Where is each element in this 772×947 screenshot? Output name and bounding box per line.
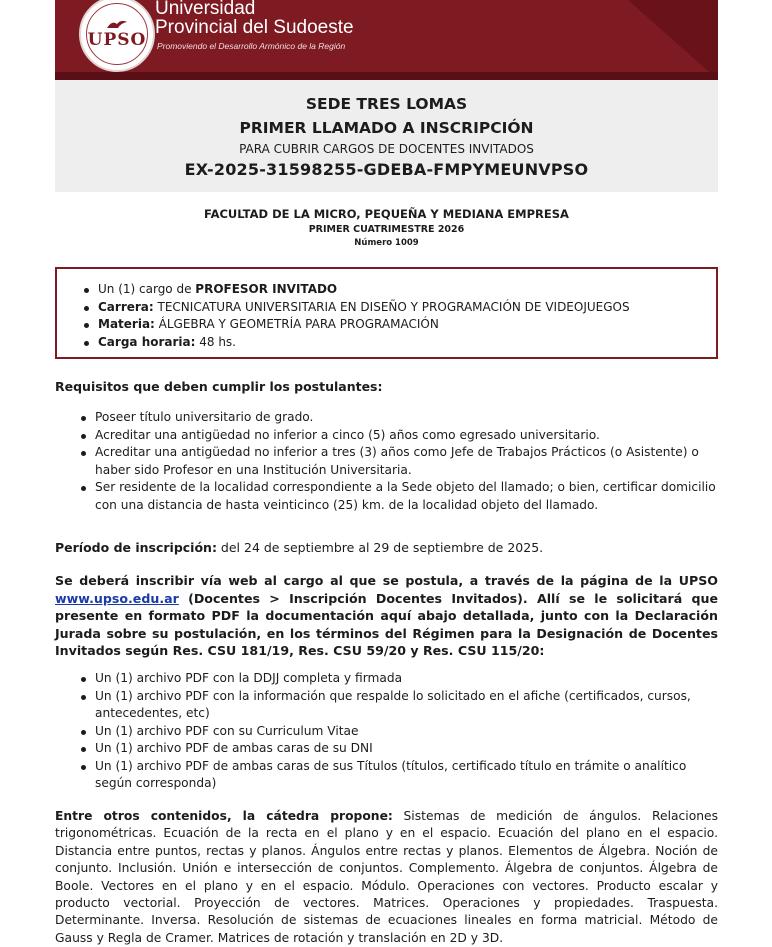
cargo-list	[81, 281, 630, 351]
logo-bird-icon	[106, 18, 128, 30]
list-item: Un (1) archivo PDF con la DDJJ completa y firmada	[78, 670, 720, 688]
periodo-inscripcion	[55, 540, 720, 555]
list-item: Acreditar una antigüedad no inferior a tres (3) años como Jefe de Trabajos Prácticos (o Asistente) o haber sido Profesor en una Institución Universitaria.	[78, 444, 720, 479]
call-number: Número 1009	[354, 238, 419, 248]
cargo-item	[81, 281, 630, 299]
university-name-line1: Universidad	[155, 0, 256, 19]
sede-title: SEDE TRES LOMAS	[305, 95, 468, 113]
logo-mark: UPSO	[87, 30, 147, 50]
requisitos-title: Requisitos que deben cumplir los postulantes:	[55, 379, 383, 394]
materia-value: ÁLGEBRA Y GEOMETRÍA PARA PROGRAMACIÓN	[154, 317, 439, 331]
list-item: Poseer título universitario de grado.	[78, 409, 720, 427]
contenidos-text: Sistemas de medición de ángulos. Relaciones trigonométricas. Ecuación de la recta en el plano y en el espacio. Ecuación del plano en el espacio. Distancia entre puntos, rectas y planos. Ángulos entre rectas y planos. Elementos de Álgebra. Noción de conjunto. Inclusión. Unión e intersección de conjuntos. Complemento. Álgebra de conjuntos. Álgebra de Boole. Vectores en el plano y en el espacio. Módulo. Operaciones con vectores. Producto escalar y producto vectorial. Proyección de vectores. Matrices. Operaciones y propiedades. Traspuesta. Determinante. Inversa. Resolución de sistemas de ecuaciones lineales en forma matricial. Método de Gauss y Regla de Cramer. Matrices de rotación y translación en 2D y 3D.	[55, 809, 718, 945]
carga-label: Carga horaria:	[98, 334, 196, 349]
university-tagline: Promoviendo el Desarrollo Armónico de la Región	[157, 41, 346, 51]
carga-value: 48 hs.	[195, 334, 236, 349]
university-name-line2: Provincial del Sudoeste	[155, 17, 354, 38]
university-logo	[79, 0, 155, 72]
periodo-label: Período de inscripción:	[55, 540, 217, 555]
university-name	[155, 0, 354, 37]
carrera-item	[81, 299, 630, 317]
inscripcion-text-after: (Docentes > Inscripción Docentes Invitados). Allí se le solicitará que presente en formato PDF la documentación aquí abajo detallada, junto con la Declaración Jurada sobre su postulación, en los términos del Régimen para la Designación de Docentes Invitados según Res. CSU 181/19, Res. CSU 59/20 y Res. CSU 115/20:	[55, 590, 718, 659]
list-item: Acreditar una antigüedad no inferior a cinco (5) años como egresado universitario.	[78, 427, 720, 445]
university-header	[55, 0, 718, 80]
list-item: Un (1) archivo PDF de ambas caras de sus Títulos (títulos, certificado título en trámite o analítico según corresponda)	[78, 758, 720, 793]
inscripcion-text-before: Se deberá inscribir vía web al cargo al que se postula, a través de la página de la UPSO	[55, 573, 718, 588]
contenidos-label: Entre otros contenidos, la cátedra propone:	[55, 809, 393, 823]
expediente-number: EX-2025-31598255-GDEBA-FMPYMEUNVPSO	[184, 160, 589, 179]
title-box	[55, 80, 718, 192]
faculty-period: PRIMER CUATRIMESTRE 2026	[308, 224, 465, 235]
periodo-value: del 24 de septiembre al 29 de septiembre de 2025.	[216, 540, 544, 555]
upso-website-link[interactable]: www.upso.edu.ar	[55, 590, 179, 606]
cargo-value: PROFESOR INVITADO	[195, 282, 338, 296]
faculty-name: FACULTAD DE LA MICRO, PEQUEÑA Y MEDIANA EMPRESA	[204, 207, 569, 221]
llamado-title: PRIMER LLAMADO A INSCRIPCIÓN	[239, 119, 534, 137]
cargo-box	[55, 267, 718, 359]
list-item: Un (1) archivo PDF de ambas caras de su DNI	[78, 740, 720, 758]
archivos-list	[78, 670, 720, 793]
inscripcion-instructions	[55, 572, 718, 660]
requisitos-list	[78, 409, 720, 514]
header-wedge	[628, 0, 718, 80]
contenidos-paragraph	[55, 808, 718, 947]
materia-item	[81, 316, 630, 334]
llamado-subtitle: PARA CUBRIR CARGOS DE DOCENTES INVITADOS	[239, 142, 534, 156]
materia-label: Materia:	[98, 317, 155, 331]
list-item: Un (1) archivo PDF con su Curriculum Vitae	[78, 723, 720, 741]
list-item: Ser residente de la localidad correspondiente a la Sede objeto del llamado; o bien, certificar domicilio con una distancia de hasta veinticinco (25) km. de la localidad objeto del llamado.	[78, 479, 720, 514]
cargo-prefix: Un (1) cargo de	[98, 282, 196, 296]
carrera-value: TECNICATURA UNIVERSITARIA EN DISEÑO Y PROGRAMACIÓN DE VIDEOJUEGOS	[153, 299, 630, 314]
list-item: Un (1) archivo PDF con la información que respalde lo solicitado en el afiche (certificados, cursos, antecedentes, etc)	[78, 688, 720, 723]
header-stripe	[55, 72, 718, 80]
carga-item	[81, 334, 630, 352]
carrera-label: Carrera:	[98, 299, 154, 314]
